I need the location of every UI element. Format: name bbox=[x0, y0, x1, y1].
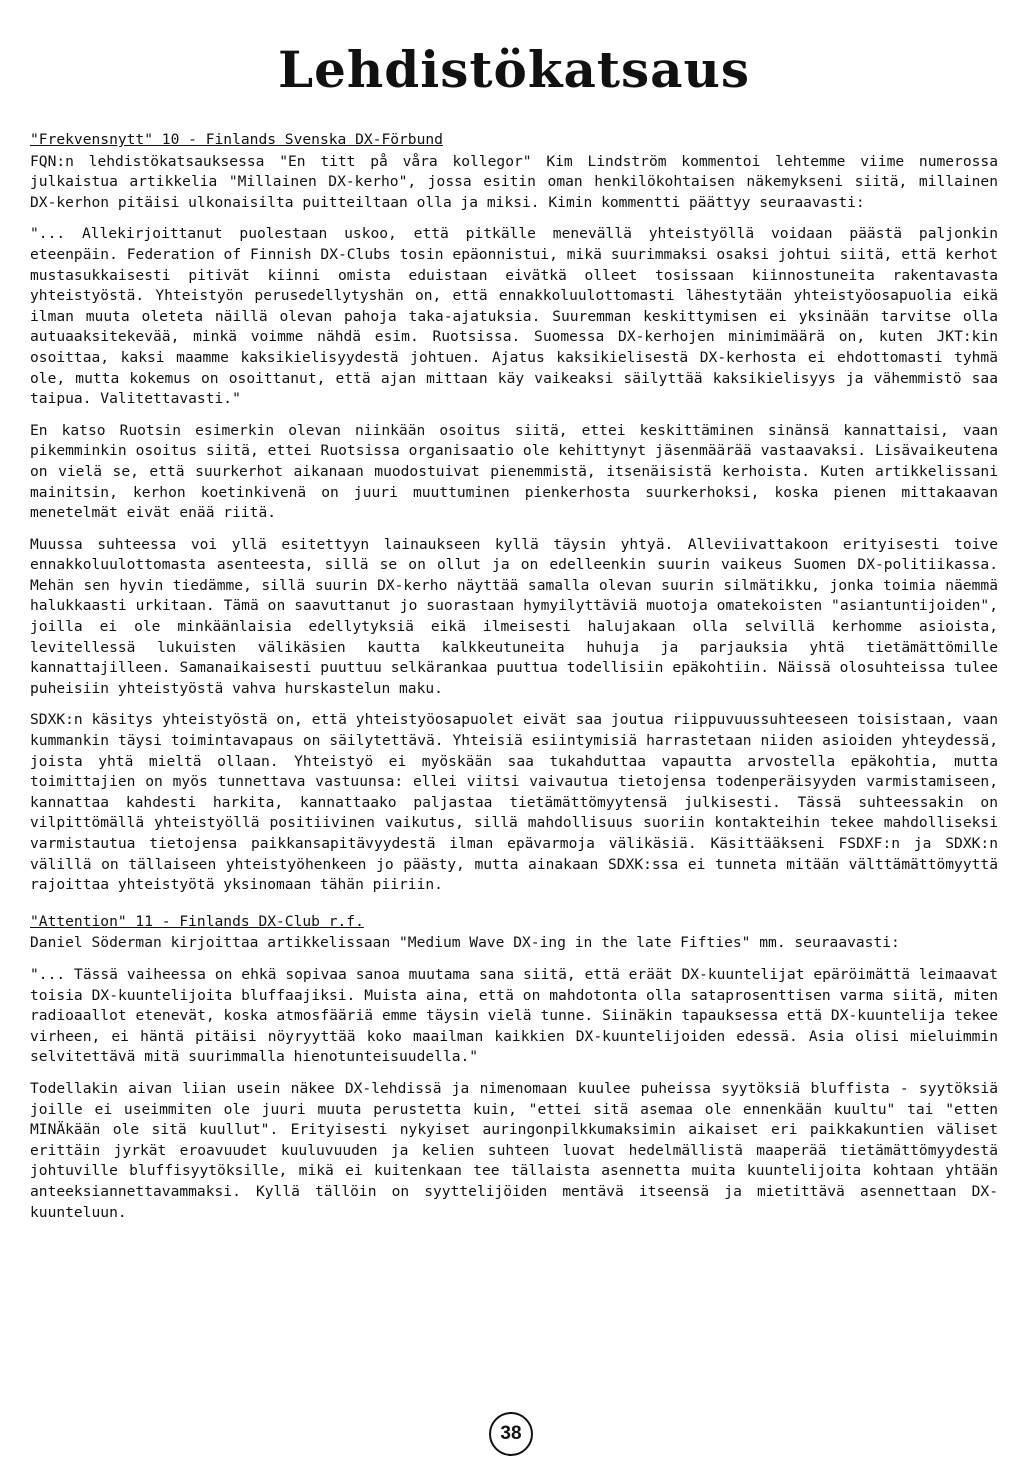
section-heading: "Frekvensnytt" 10 - Finlands Svenska DX-Förbund bbox=[30, 131, 443, 148]
paragraph: Muussa suhteessa voi yllä esitettyyn lainaukseen kyllä täysin yhtyä. Alleviivattakoon erityisesti toive ennakkoluulottomasta asenteesta, sillä se on ollut ja on edelleenkin suurin vaikeus Suomen DX-politiikassa. Mehän sen hyvin tiedämme, sillä suurin DX-kerho näyttää samalla olevan suurin silmätikku, jonka toimia näemmä halukkaasti urkitaan. Tämä on saavuttanut jo suorastaan hymyilyttäviä muotoja omatekoisten "asiantuntijoiden", joilla ei ole minkäänlaisia edellytyksiä eikä ilmeisesti halujakaan olla selvillä kerhomme asioista, levitellessä lukuisten välikäsien kautta kalkkeutuneita huhuja ja parjauksia yhtä tietämättömille kannattajilleen. Samanaikaisesti puuttuu selkärankaa puuttua todellisiin epäkohtiin. Näissä olosuhteissa tulee puheisiin yhteistyöstä vahva hurskastelun maku. bbox=[30, 535, 998, 697]
paragraph: Todellakin aivan liian usein näkee DX-lehdissä ja nimenomaan kuulee puheissa syytöksiä bluffista - syytöksiä joille ei useimmiten ole juuri muuta perustetta kuin, "ettei sitä asemaa ole ennenkään kuultu" tai "etten MINÄkään ole sitä kuullut". Erityisesti nykyiset auringonpilkkumaksimin aikaiset eri paikkakuntien väliset erittäin jyrkät eroavuudet kuuluvuuden ja kelien suhteen luovat hedelmällistä maaperää tietämättömyydestä johtuville bluffisyytöksille, mikä ei kuitenkaan tee tällaista asennetta muita kuuntelijoita kohtaan yhtään anteeksiannettavammaksi. Kyllä tällöin on syyttelijöiden mentävä itseensä ja mietittävä asennettaan DX-kuunteluun. bbox=[30, 1079, 998, 1221]
page-title: Lehdistökatsaus bbox=[277, 40, 751, 99]
quoted-paragraph: "... Tässä vaiheessa on ehkä sopivaa sanoa muutama sana siitä, että eräät DX-kuuntelijat epäröimättä leimaavat toisia DX-kuuntelijoita bluffaajiksi. Muista aina, että on mahdotonta olla sataprosenttisen varma siitä, miten radioaallot etenevät, koska atmosfääriä emme täysin vielä tunne. Siinäkin tapauksessa että DX-kuuntelija tekee virheen, ei häntä pitäisi nöyryyttää koko maailman kaikkien DX-kuuntelijoiden edessä. Asia olisi mieluimmin selvitettävä mitä suurimmalla hienotunteisuudella." bbox=[30, 965, 998, 1066]
quoted-paragraph: "... Allekirjoittanut puolestaan uskoo, että pitkälle menevällä yhteistyöllä voidaan päästä paljonkin eteenpäin. Federation of Finnish DX-Clubs tosin epäonnistui, mikä suurimmaksi osaksi johtui siitä, että kerhot mustasukkaisesti pitivät kiinni omista eduistaan eivätkä olleet tosissaan kiinnostuneita rakentavasta yhteistyöstä. Yhteistyön perusedellytyshän on, että ennakkoluulottomasti lähestytään yhteistyöosapuolia eikä ilman muuta oleteta näillä olevan pahoja taka-ajatuksia. Suuremman keskittymisen ei yksinään tarvitse olla autuaaksitekevää, minkä voimme nähdä esim. Ruotsissa. Suomessa DX-kerhojen minimimäärä on, kuten JKT:kin osoittaa, kaksi maamme kaksikielisyydestä johtuen. Ajatus kaksikielisestä DX-kerhosta ei ehdottomasti tyhmä ole, mutta kokemus on osoittanut, että ajan mittaan käy vaikeaksi säilyttää kaksikielisyys ja vähemmistö saa taipua. Valitettavasti." bbox=[30, 225, 998, 408]
paragraph: SDXK:n käsitys yhteistyöstä on, että yhteistyöosapuolet eivät saa joutua riippuvuussuhteeseen toisistaan, vaan kummankin täysi toimintavapaus on säilytettävä. Yhteisiä esiintymisiä harrastetaan niiden asioiden yhteydessä, joista yhtä mieltä ollaan. Yhteistyö ei myöskään saa tukahduttaa vapautta arvostella epäkohtia, mutta toimittajien on myös tunnettava vastuunsa: ellei viitsi vaivautua tietojensa todenperäisyyden varmistamiseen, kannattaa kahdesti harkita, kannattaako paljastaa tietämättömyytensä julkisesti. Tässä suhteessakin on vilpittömällä yhteistyöllä positiivinen vaikutus, sillä mahdollisuus suoriin kontakteihin tekee mahdolliseksi varmistautua tietojensa paikkansapitävyydestä ilman epävarmoja välikäsiä. Käsittääkseni FSDXF:n ja SDXK:n välillä on tällaiseen yhteistyöhenkeen jo päästy, mutta ainakaan SDXK:ssa ei tunneta mitään välttämättömyyttä rajoittaa yhteistyötä yksinomaan tähän piiriin. bbox=[30, 711, 998, 894]
article-body bbox=[30, 130, 998, 1234]
section-heading: "Attention" 11 - Finlands DX-Club r.f. bbox=[30, 912, 364, 930]
section-attention bbox=[30, 912, 998, 1223]
section-frekvensnytt bbox=[30, 130, 998, 896]
paragraph: En katso Ruotsin esimerkin olevan niinkään osoitus siitä, ettei keskittäminen sinänsä kannattaisi, vaan pikemminkin osoitus siitä, ettei Ruotsissa organisaatio ole kehittynyt jäsenmäärää vastaavaksi. Lisävaikeutena on vielä se, että suurkerhot aikanaan muodostuivat pienemmistä, itsenäisistä kerhoista. Kuten artikkelissani mainitsin, kerhon koetinkivenä on juuri muuttuminen pienkerhosta suurkerhoksi, koska pienen mittakaavan menetelmät eivät enää riitä. bbox=[30, 421, 998, 522]
paragraph: FQN:n lehdistökatsauksessa "En titt på våra kollegor" Kim Lindström kommentoi lehtemme viime numerossa julkaistua artikkelia "Millainen DX-kerho", jossa esitin oman henkilökohtaisen näkemykseni siitä, millainen DX-kerhon pitäisi ulkonaisilta puitteiltaan olla ja miksi. Kimin kommentti päättyy seuraavasti: bbox=[30, 152, 998, 211]
paragraph: Daniel Söderman kirjoittaa artikkelissaan "Medium Wave DX-ing in the late Fifties" mm. seuraavasti: bbox=[30, 934, 900, 952]
page-number: 38 bbox=[489, 1412, 533, 1456]
